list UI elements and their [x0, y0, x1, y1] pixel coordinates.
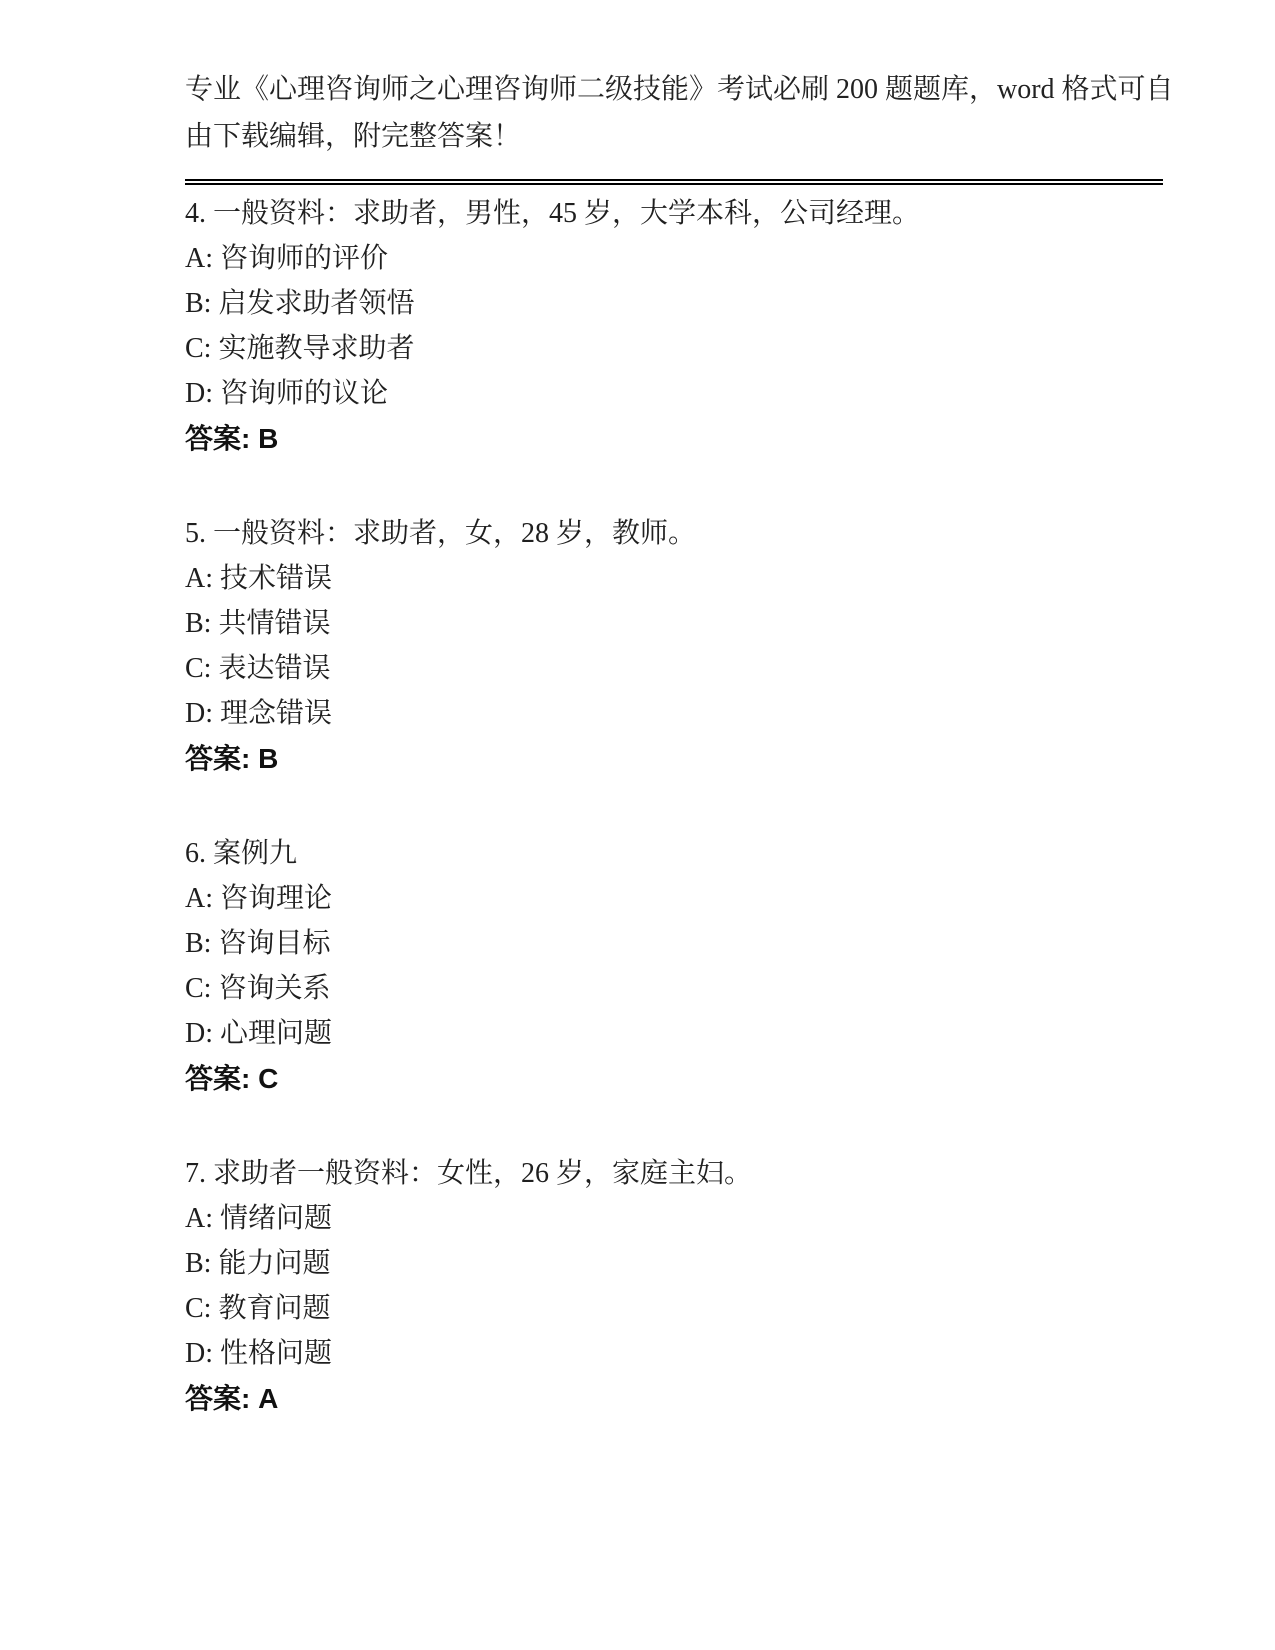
header-line-1: 专业《心理咨询师之心理咨询师二级技能》考试必刷 200 题题库，word 格式可自	[185, 74, 1174, 105]
option-c: C: 表达错误	[185, 653, 331, 684]
option-b: B: 共情错误	[185, 608, 331, 639]
option-a: A: 咨询师的评价	[185, 243, 389, 274]
option-b: B: 咨询目标	[185, 928, 331, 959]
question-stem: 4. 一般资料：求助者，男性，45 岁，大学本科，公司经理。	[185, 198, 921, 229]
header-divider	[185, 179, 1163, 185]
option-d: D: 理念错误	[185, 698, 333, 729]
question-block-5	[185, 511, 1163, 781]
option-d: D: 心理问题	[185, 1018, 333, 1049]
option-a: A: 咨询理论	[185, 883, 333, 914]
question-block-4	[185, 191, 1163, 461]
question-block-7	[185, 1151, 1163, 1421]
question-stem: 5. 一般资料：求助者，女，28 岁，教师。	[185, 518, 697, 549]
question-stem: 7. 求助者一般资料：女性，26 岁，家庭主妇。	[185, 1158, 753, 1189]
header-line-2: 由下载编辑，附完整答案！	[185, 121, 522, 152]
option-a: A: 情绪问题	[185, 1203, 333, 1234]
option-d: D: 咨询师的议论	[185, 378, 389, 409]
option-d: D: 性格问题	[185, 1338, 333, 1369]
option-c: C: 教育问题	[185, 1293, 331, 1324]
answer-line: 答案: A	[185, 1383, 279, 1414]
question-block-6	[185, 831, 1163, 1101]
document-header	[185, 66, 1174, 160]
option-b: B: 能力问题	[185, 1248, 331, 1279]
option-c: C: 咨询关系	[185, 973, 331, 1004]
answer-line: 答案: B	[185, 743, 279, 774]
question-stem: 6. 案例九	[185, 838, 298, 869]
option-a: A: 技术错误	[185, 563, 333, 594]
option-b: B: 启发求助者领悟	[185, 288, 415, 319]
page-content	[185, 66, 1174, 1471]
answer-line: 答案: C	[185, 1063, 279, 1094]
option-c: C: 实施教导求助者	[185, 333, 415, 364]
answer-line: 答案: B	[185, 423, 279, 454]
